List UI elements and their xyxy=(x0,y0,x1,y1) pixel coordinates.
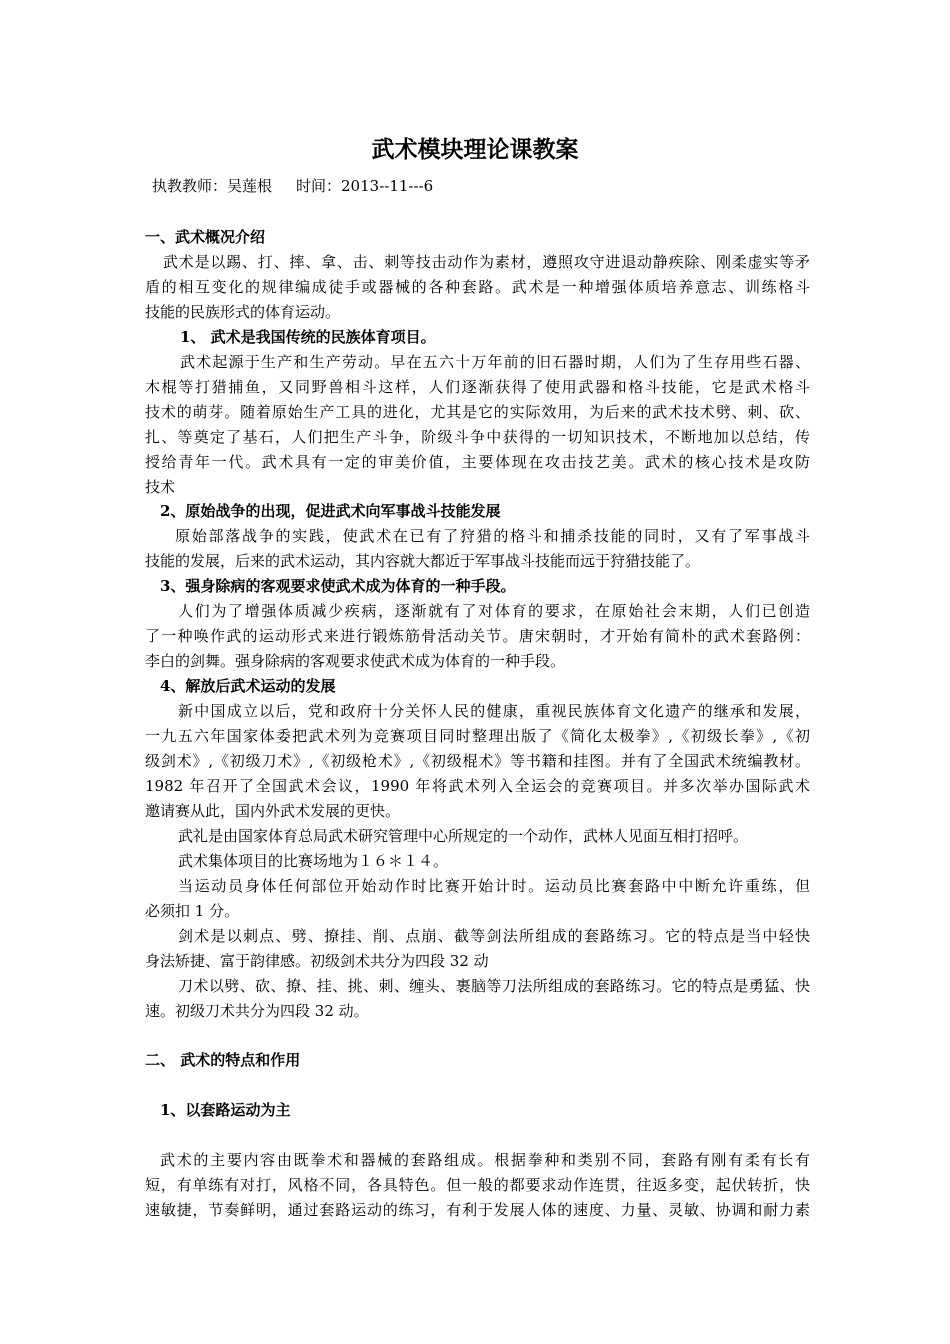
paragraph-line: 身法矫捷、富于韵律感。初级剑术共分为四段 32 动 xyxy=(145,952,489,970)
paragraph-line: 人们为了增强体质减少疾病，逐渐就有了对体育的要求，在原始社会末期，人们已创造 xyxy=(178,602,810,620)
paragraph-line: 速敏捷，节奏鲜明，通过套路运动的练习，有利于发展人体的速度、力量、灵敏、协调和耐力素 xyxy=(145,1201,810,1219)
paragraph-line: 李白的剑舞。强身除病的客观要求使武术成为体育的一种手段。 xyxy=(145,652,566,670)
paragraph-line: 盾的相互变化的规律编成徒手或器械的各种套路。武术是一种增强体质培养意志、训练格斗 xyxy=(145,278,810,296)
subsection-heading: 1、 武术是我国传统的民族体育项目。 xyxy=(180,328,436,346)
paragraph-line: 剑术是以刺点、劈、撩挂、削、点崩、截等剑法所组成的套路练习。它的特点是当中轻快 xyxy=(178,927,810,945)
paragraph-line: 短，有单练有对打，风格不同，各具特色。但一般的都要求动作连贯，往返多变，起伏转折，快 xyxy=(145,1176,810,1194)
subsection-heading: 2、原始战争的出现，促进武术向军事战斗技能发展 xyxy=(160,502,501,520)
paragraph-line: 了一种唤作武的运动形式来进行锻炼筋骨活动关节。唐宋朝时，才开始有简朴的武术套路例： xyxy=(145,627,810,645)
paragraph-line: 武礼是由国家体育总局武术研究管理中心所规定的一个动作，武林人见面互相打招呼。 xyxy=(178,827,749,845)
paragraph-line: 1982 年召开了全国武术会议，1990 年将武术列入全运会的竞赛项目。并多次举办国际武术 xyxy=(145,777,810,795)
document-meta xyxy=(152,176,433,196)
paragraph-line: 授给青年一代。武术具有一定的审美价值，主要体现在攻击技艺美。武术的核心技术是攻防 xyxy=(145,453,810,471)
paragraph-line: 新中国成立以后，党和政府十分关怀人民的健康，重视民族体育文化遗产的继承和发展， xyxy=(178,702,810,720)
teacher-label: 执教教师：吴莲根 xyxy=(152,177,273,195)
paragraph-line: 一九五六年国家体委把武术列为竞赛项目同时整理出版了《简化太极拳》,《初级长拳》,《初 xyxy=(145,727,810,745)
paragraph-line: 刀术以劈、砍、撩、挂、挑、刺、缠头、裹脑等刀法所组成的套路练习。它的特点是勇猛、快 xyxy=(178,977,810,995)
paragraph-line: 技能的民族形式的体育运动。 xyxy=(145,303,341,321)
section-heading: 一、武术概况介绍 xyxy=(145,228,266,246)
paragraph-line: 邀请赛从此，国内外武术发展的更快。 xyxy=(145,802,401,820)
paragraph-line: 当运动员身体任何部位开始动作时比赛开始计时。运动员比赛套路中中断允许重练，但 xyxy=(178,877,810,895)
paragraph-line: 必须扣 1 分。 xyxy=(145,902,240,920)
paragraph-line: 技术的萌芽。随着原始生产工具的进化，尤其是它的实际效用，为后来的武术技术劈、刺、砍、 xyxy=(145,403,810,421)
subsection-heading: 3、强身除病的客观要求使武术成为体育的一种手段。 xyxy=(160,577,516,595)
paragraph-line: 技术 xyxy=(145,478,176,496)
paragraph-line: 木棍等打猎捕鱼，又同野兽相斗这样，人们逐渐获得了使用武器和格斗技能，它是武术格斗 xyxy=(145,378,810,396)
subsection-heading: 4、解放后武术运动的发展 xyxy=(160,677,336,695)
paragraph-line: 扎、等奠定了基石，人们把生产斗争，阶级斗争中获得的一切知识技术，不断地加以总结，传 xyxy=(145,428,810,446)
paragraph-line: 原始部落战争的实践，使武术在已有了狩猎的格斗和捕杀技能的同时，又有了军事战斗 xyxy=(175,527,810,545)
paragraph-line: 武术的主要内容由既拳术和器械的套路组成。根据拳种和类别不同，套路有刚有柔有长有 xyxy=(160,1151,810,1169)
paragraph-line: 速。初级刀术共分为四段 32 动。 xyxy=(145,1002,369,1020)
section-heading: 二、 武术的特点和作用 xyxy=(145,1051,301,1069)
paragraph-line: 技能的发展，后来的武术运动，其内容就大都近于军事战斗技能而远于狩猎技能了。 xyxy=(145,552,701,570)
date-label: 时间：2013--11---6 xyxy=(296,177,434,195)
paragraph-line: 武术集体项目的比赛场地为１６＊１４。 xyxy=(178,852,449,870)
page-title: 武术模块理论课教案 xyxy=(371,136,579,163)
paragraph-line: 级剑术》,《初级刀术》,《初级枪术》,《初级棍术》等书籍和挂图。并有了全国武术统编教材。 xyxy=(145,752,810,770)
subsection-heading: 1、以套路运动为主 xyxy=(160,1101,291,1119)
paragraph-line: 武术起源于生产和生产劳动。早在五六十万年前的旧石器时期，人们为了生存用些石器、 xyxy=(180,353,810,371)
paragraph-line: 武术是以踢、打、摔、拿、击、刺等技击动作为素材，遵照攻守进退动静疾除、刚柔虚实等矛 xyxy=(163,253,810,271)
